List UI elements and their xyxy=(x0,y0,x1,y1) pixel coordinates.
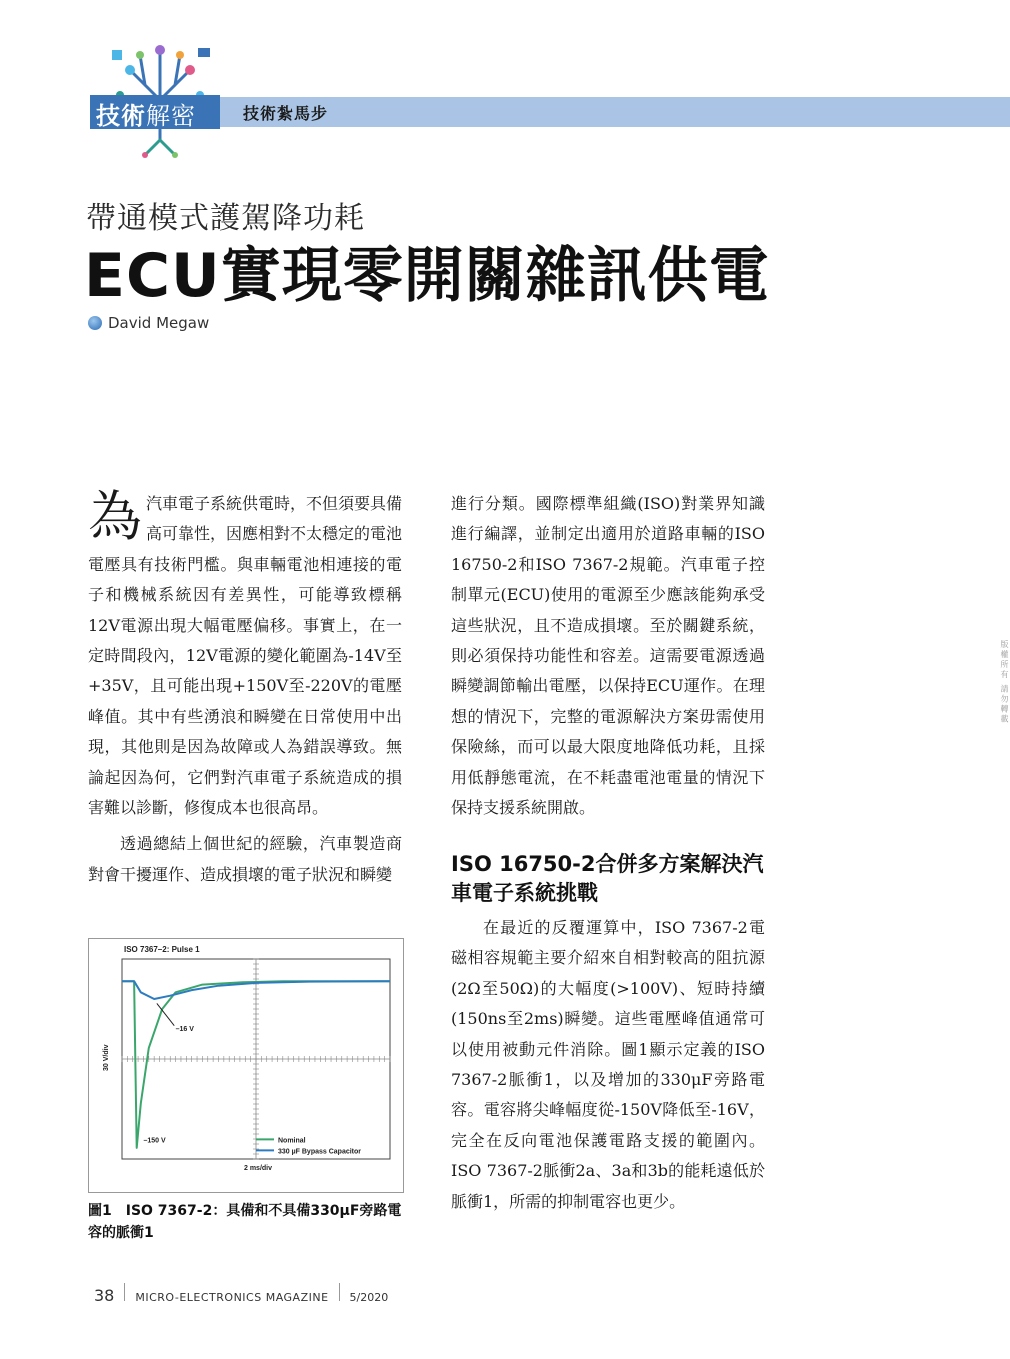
page-number: 38 xyxy=(94,1286,115,1305)
page-footer xyxy=(94,1283,388,1305)
article-column-right-continued xyxy=(451,913,765,1217)
article-title: ECU實現零開關雜訊供電 xyxy=(84,241,770,311)
paragraph: 透過總結上個世紀的經驗，汽車製造商對會干擾運作、造成損壞的電子狀況和瞬變 xyxy=(88,834,402,884)
article-column-right xyxy=(451,489,765,823)
section-heading: ISO 16750-2合併多方案解決汽車電子系統挑戰 xyxy=(451,852,764,905)
legend-label: 330 µF Bypass Capacitor xyxy=(278,1148,362,1156)
magazine-name: MICRO-ELECTRONICS MAGAZINE xyxy=(135,1291,329,1304)
chart-title: ISO 7367–2: Pulse 1 xyxy=(124,945,200,954)
figure-caption: 圖1 ISO 7367-2：具備和不具備330μF旁路電容的脈衝1 xyxy=(88,1203,402,1241)
paragraph: 在最近的反覆運算中，ISO 7367-2電磁相容規範主要介紹來自相對較高的阻抗源(2Ω至50Ω)的大幅度(>100V)、短時持續(150ns至2ms)瞬變。這些電壓峰值通常可以使用被動元件消除。圖1顯示定義的ISO 7367-2脈衝1，以及增加的330μF旁路電容。電容將尖峰幅度從-150V降低至-16V，完全在反向電池保護電路支援的範圍內。ISO 7367-2脈衝2a、3a和3b的能耗遠低於脈衝1，所需的抑制電容也更少。 xyxy=(451,918,765,1211)
x-axis-label: 2 ms/div xyxy=(244,1165,273,1172)
annotation-minus-150v: –150 V xyxy=(143,1137,166,1145)
paragraph: 進行分類。國際標準組織(ISO)對業界知識進行編譯，並制定出適用於道路車輛的ISO 16750-2和ISO 7367-2規範。汽車電子控制單元(ECU)使用的電源至少應該能夠承受這些狀況，且不造成損壞。至於關鍵系統，則必須保持功能性和容差。這需要電源透過瞬變調節輸出電壓，以保持ECU運作。在理想的情況下，完整的電源解決方案毋需使用保險絲，而可以最大限度地降低功耗，且採用低靜態電流，在不耗盡電池電量的情況下保持支援系統開啟。 xyxy=(451,494,765,818)
footer-divider xyxy=(124,1283,125,1301)
drop-cap: 為 xyxy=(88,485,142,548)
author-name: David Megaw xyxy=(108,314,210,332)
footer-divider xyxy=(339,1283,340,1301)
chart-svg xyxy=(89,939,403,1192)
author-icon xyxy=(88,316,102,330)
section-name: 技術紮馬步 xyxy=(243,104,329,123)
issue-date: 5/2020 xyxy=(349,1291,389,1304)
paragraph: 為汽車電子系統供電時，不但須要具備高可靠性，因應相對不太穩定的電池電壓具有技術門檻。與車輛電池相連接的電子和機械系統因有差異性，可能導致標稱12V電源出現大幅電壓偏移。事實上，在一定時間段內，12V電源的變化範圍為-14V至+35V，且可能出現+150V至-220V的電壓峰值。其中有些湧浪和瞬變在日常使用中出現，其他則是因為故障或人為錯誤導致。無論起因為何，它們對汽車電子系統造成的損害難以診斷，修復成本也很高昂。 xyxy=(88,485,403,818)
article-subtitle: 帶通模式護駕降功耗 xyxy=(86,201,365,236)
legend-label: Nominal xyxy=(278,1137,306,1145)
article-column-left xyxy=(88,485,403,890)
author-byline xyxy=(88,314,209,332)
figure-1-chart xyxy=(88,938,404,1193)
side-copyright-note: 版權所有 請勿轉載 xyxy=(1000,640,1009,725)
y-axis-label: 30 V/div xyxy=(103,1044,110,1071)
section-logo-label: 技術解密 xyxy=(96,102,196,130)
annotation-minus-16v: –16 V xyxy=(175,1026,194,1034)
